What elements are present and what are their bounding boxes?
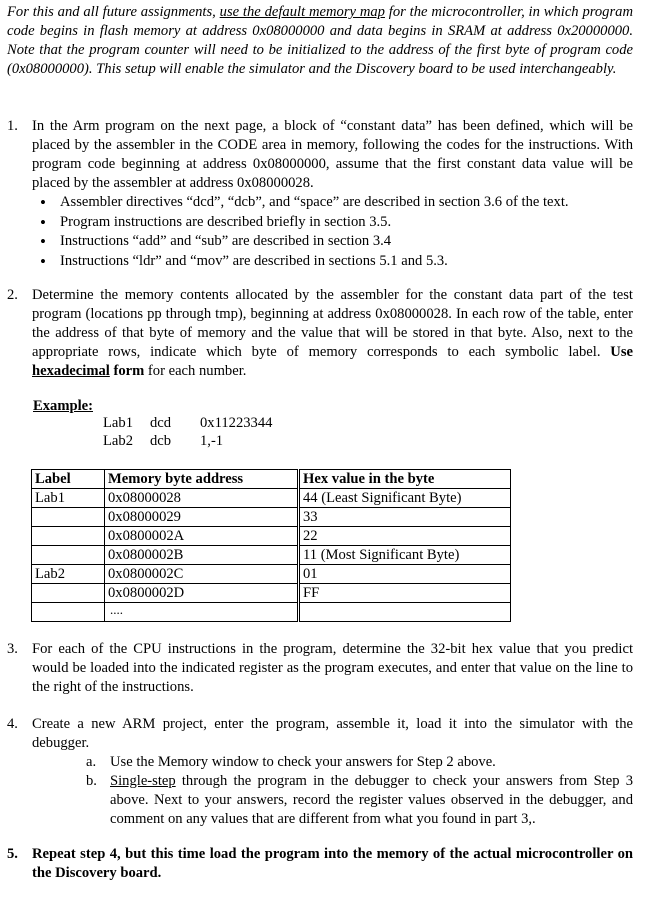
question-1-bullets — [32, 193, 633, 271]
table-ellipsis: .... — [110, 602, 123, 617]
bullet-item: • Assembler directives “dcd”, “dcb”, and “space” are described in section 3.6 of the text. — [32, 193, 633, 213]
table-cell-address: 0x0800002B — [105, 546, 298, 565]
table-header-label: Label — [32, 470, 105, 489]
table-cell-label: Lab2 — [32, 565, 105, 584]
intro-paragraph — [7, 3, 633, 79]
table-row — [32, 489, 511, 508]
code-label: Lab2 — [103, 433, 133, 449]
table-cell-value: 22 — [300, 527, 511, 546]
table-row — [32, 584, 511, 603]
question-2-body: Determine the memory contents allocated by the assembler for the constant data part of the test program (locations pp through tmp), beginning at address 0x08000028. In each row of the table, enter the address of that byte of memory and the value that will be stored in that byte. Also, next to the appropriate rows, indicate which byte of memory corresponds to each symbolic label. — [32, 287, 633, 360]
question-2-tail: for each number. — [144, 363, 247, 379]
table-cell-value: 33 — [300, 508, 511, 527]
table-cell-address: 0x0800002C — [105, 565, 298, 584]
table-cell-value: 44 (Least Significant Byte) — [300, 489, 511, 508]
table-row — [32, 565, 511, 584]
question-5 — [7, 845, 633, 883]
question-2-text — [32, 286, 633, 381]
subitem-a — [86, 753, 633, 772]
question-4-number: 4. — [7, 716, 18, 732]
question-2 — [7, 286, 633, 381]
question-4-text: Create a new ARM project, enter the program, assemble it, load it into the simulator with the debugger. — [32, 716, 633, 751]
code-directive: dcd — [150, 415, 172, 431]
table-cell-label — [32, 603, 105, 622]
question-2-number: 2. — [7, 287, 18, 303]
question-2-bold-2: form — [109, 363, 145, 379]
bullet-item: • Instructions “ldr” and “mov” are described in sections 5.1 and 5.3. — [32, 252, 633, 272]
question-5-number: 5. — [7, 846, 18, 862]
subitem-b-underlined: Single-step — [110, 773, 176, 789]
table-cell-value: 11 (Most Significant Byte) — [300, 546, 511, 565]
question-3-number: 3. — [7, 641, 18, 657]
table-cell-value: 01 — [300, 565, 511, 584]
memory-table — [31, 469, 511, 622]
question-5-text: Repeat step 4, but this time load the program into the memory of the actual microcontroller on the Discovery board. — [32, 846, 633, 881]
table-cell-label — [32, 527, 105, 546]
table-cell-label — [32, 546, 105, 565]
table-cell-address: 0x0800002A — [105, 527, 298, 546]
question-1-number: 1. — [7, 118, 18, 134]
question-4-subitems — [86, 753, 633, 829]
bullet-item: • Program instructions are described briefly in section 3.5. — [32, 213, 633, 233]
table-cell-label — [32, 508, 105, 527]
table-header-row — [32, 470, 511, 489]
code-label: Lab1 — [103, 415, 133, 431]
table-cell-label: Lab1 — [32, 489, 105, 508]
table-cell-address: 0x0800002D — [105, 584, 298, 603]
table-row — [32, 603, 511, 622]
table-cell-address: 0x08000029 — [105, 508, 298, 527]
question-1-text: In the Arm program on the next page, a block of “constant data” has been defined, which will be placed by the assembler in the CODE area in memory, following the codes for the instructions. With program code beginning at address 0x08000000, assume that the first constant data value will be placed by the assembler at address 0x08000028. — [32, 118, 633, 191]
table-row — [32, 508, 511, 527]
code-directive: dcb — [150, 433, 172, 449]
table-header-value: Hex value in the byte — [300, 470, 511, 489]
subitem-b — [86, 772, 633, 829]
question-2-bold-1: Use — [610, 344, 633, 360]
table-header-address: Memory byte address — [105, 470, 298, 489]
intro-text-2: for the microcontroller, in which program code begins in flash memory at address 0x08000000 and data begins in SRAM at address 0x20000000. Note that the program counter will need to be initialized to the address of the first byte of program code (0x08000000). This setup will enable the simulator and the Discovery board to be used interchangeably. — [7, 4, 633, 77]
intro-text-underlined: use the default memory map — [219, 4, 385, 20]
question-3 — [7, 640, 633, 697]
table-row — [32, 527, 511, 546]
code-argument: 0x11223344 — [200, 415, 273, 431]
subitem-b-text: through the program in the debugger to check your answers from Step 3 above. Next to your answers, record the register values observed in the debugger, and comment on any values that are different from what you found in part 3,. — [110, 773, 633, 827]
subitem-a-text: Use the Memory window to check your answers for Step 2 above. — [110, 754, 496, 770]
table-row — [32, 546, 511, 565]
table-cell-address: 0x08000028 — [105, 489, 298, 508]
table-cell-label — [32, 584, 105, 603]
question-2-bold-underlined: hexadecimal — [32, 363, 110, 379]
subitem-a-letter: a. — [86, 754, 97, 770]
table-cell-address — [105, 603, 298, 622]
subitem-b-letter: b. — [86, 773, 97, 789]
bullet-item: • Instructions “add” and “sub” are described in section 3.4 — [32, 232, 633, 252]
question-3-text: For each of the CPU instructions in the program, determine the 32-bit hex value that you predict would be loaded into the indicated register as the program executes, and enter that value on the line to the right of the instructions. — [32, 641, 633, 695]
example-heading: Example: — [33, 398, 93, 414]
question-1 — [7, 117, 633, 271]
code-argument: 1,-1 — [200, 433, 224, 449]
table-cell-value: FF — [300, 584, 511, 603]
question-4 — [7, 715, 633, 829]
table-cell-value — [300, 603, 511, 622]
intro-text-1: For this and all future assignments, — [7, 4, 220, 20]
